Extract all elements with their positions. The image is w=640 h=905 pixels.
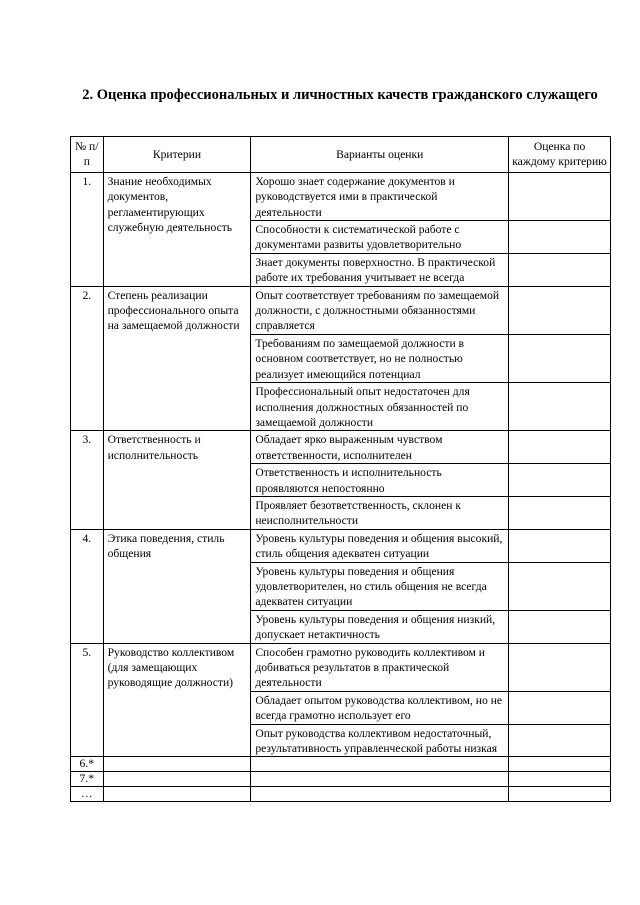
criterion-cell[interactable] bbox=[103, 787, 251, 802]
variant-cell: Опыт соответствует требованиям по замещаемой должности, с должностными обязанностями справляется bbox=[251, 286, 509, 334]
score-input-cell[interactable] bbox=[509, 562, 611, 610]
variant-cell: Способен грамотно руководить коллективом и добиваться результатов в практической деятельности bbox=[251, 643, 509, 691]
table-row bbox=[71, 431, 611, 464]
header-variants: Варианты оценки bbox=[251, 137, 509, 173]
score-input-cell[interactable] bbox=[509, 643, 611, 691]
table-body bbox=[71, 172, 611, 802]
row-number: 5. bbox=[71, 643, 104, 757]
document-title: 2. Оценка профессиональных и личностных качеств гражданского служащего bbox=[82, 87, 598, 103]
variant-cell: Обладает ярко выраженным чувством ответственности, исполнителен bbox=[251, 431, 509, 464]
row-number: 4. bbox=[71, 529, 104, 643]
score-input-cell[interactable] bbox=[509, 772, 611, 787]
row-number: 6.* bbox=[71, 757, 104, 772]
table-row bbox=[71, 172, 611, 220]
criterion-cell[interactable] bbox=[103, 757, 251, 772]
criterion-cell: Ответственность и исполнительность bbox=[103, 431, 251, 529]
table-row bbox=[71, 772, 611, 787]
variant-cell: Хорошо знает содержание документов и руководствуется ими в практической деятельности bbox=[251, 172, 509, 220]
variant-cell: Способности к систематической работе с документами развиты удовлетворительно bbox=[251, 221, 509, 254]
variant-cell[interactable] bbox=[251, 772, 509, 787]
row-number: 2. bbox=[71, 286, 104, 431]
variant-cell: Знает документы поверхностно. В практической работе их требования учитывает не всегда bbox=[251, 253, 509, 286]
variant-cell: Обладает опытом руководства коллективом, но не всегда грамотно использует его bbox=[251, 691, 509, 724]
score-input-cell[interactable] bbox=[509, 464, 611, 497]
criterion-cell: Этика поведения, стиль общения bbox=[103, 529, 251, 643]
table-row bbox=[71, 286, 611, 334]
header-score: Оценка по каждому критерию bbox=[509, 137, 611, 173]
score-input-cell[interactable] bbox=[509, 529, 611, 562]
variant-cell[interactable] bbox=[251, 787, 509, 802]
score-input-cell[interactable] bbox=[509, 334, 611, 382]
score-input-cell[interactable] bbox=[509, 610, 611, 643]
variant-cell: Уровень культуры поведения и общения низкий, допускает нетактичность bbox=[251, 610, 509, 643]
criterion-cell[interactable] bbox=[103, 772, 251, 787]
score-input-cell[interactable] bbox=[509, 691, 611, 724]
evaluation-table bbox=[70, 136, 611, 802]
score-input-cell[interactable] bbox=[509, 221, 611, 254]
variant-cell: Уровень культуры поведения и общения высокий, стиль общения адекватен ситуации bbox=[251, 529, 509, 562]
row-number: 3. bbox=[71, 431, 104, 529]
score-input-cell[interactable] bbox=[509, 286, 611, 334]
score-input-cell[interactable] bbox=[509, 172, 611, 220]
score-input-cell[interactable] bbox=[509, 496, 611, 529]
table-header-row bbox=[71, 137, 611, 173]
score-input-cell[interactable] bbox=[509, 724, 611, 757]
variant-cell: Ответственность и исполнительность проявляются непостоянно bbox=[251, 464, 509, 497]
score-input-cell[interactable] bbox=[509, 431, 611, 464]
table-row bbox=[71, 757, 611, 772]
criterion-cell: Степень реализации профессионального опыта на замещаемой должности bbox=[103, 286, 251, 431]
score-input-cell[interactable] bbox=[509, 253, 611, 286]
variant-cell: Требованиям по замещаемой должности в основном соответствует, но не полностью реализует имеющийся потенциал bbox=[251, 334, 509, 382]
variant-cell[interactable] bbox=[251, 757, 509, 772]
table-row bbox=[71, 787, 611, 802]
row-number: 1. bbox=[71, 172, 104, 286]
header-criteria: Критерии bbox=[103, 137, 251, 173]
row-number: 7.* bbox=[71, 772, 104, 787]
criterion-cell: Знание необходимых документов, регламентирующих служебную деятельность bbox=[103, 172, 251, 286]
variant-cell: Профессиональный опыт недостаточен для исполнения должностных обязанностей по замещаемой должности bbox=[251, 383, 509, 431]
score-input-cell[interactable] bbox=[509, 757, 611, 772]
score-input-cell[interactable] bbox=[509, 787, 611, 802]
variant-cell: Уровень культуры поведения и общения удовлетворителен, но стиль общения не всегда адекватен ситуации bbox=[251, 562, 509, 610]
table-row bbox=[71, 643, 611, 691]
header-num: № п/п bbox=[71, 137, 104, 173]
variant-cell: Опыт руководства коллективом недостаточный, результативность управленческой работы низкая bbox=[251, 724, 509, 757]
score-input-cell[interactable] bbox=[509, 383, 611, 431]
row-number: … bbox=[71, 787, 104, 802]
table-row bbox=[71, 529, 611, 562]
variant-cell: Проявляет безответственность, склонен к неисполнительности bbox=[251, 496, 509, 529]
criterion-cell: Руководство коллективом (для замещающих руководящие должности) bbox=[103, 643, 251, 757]
